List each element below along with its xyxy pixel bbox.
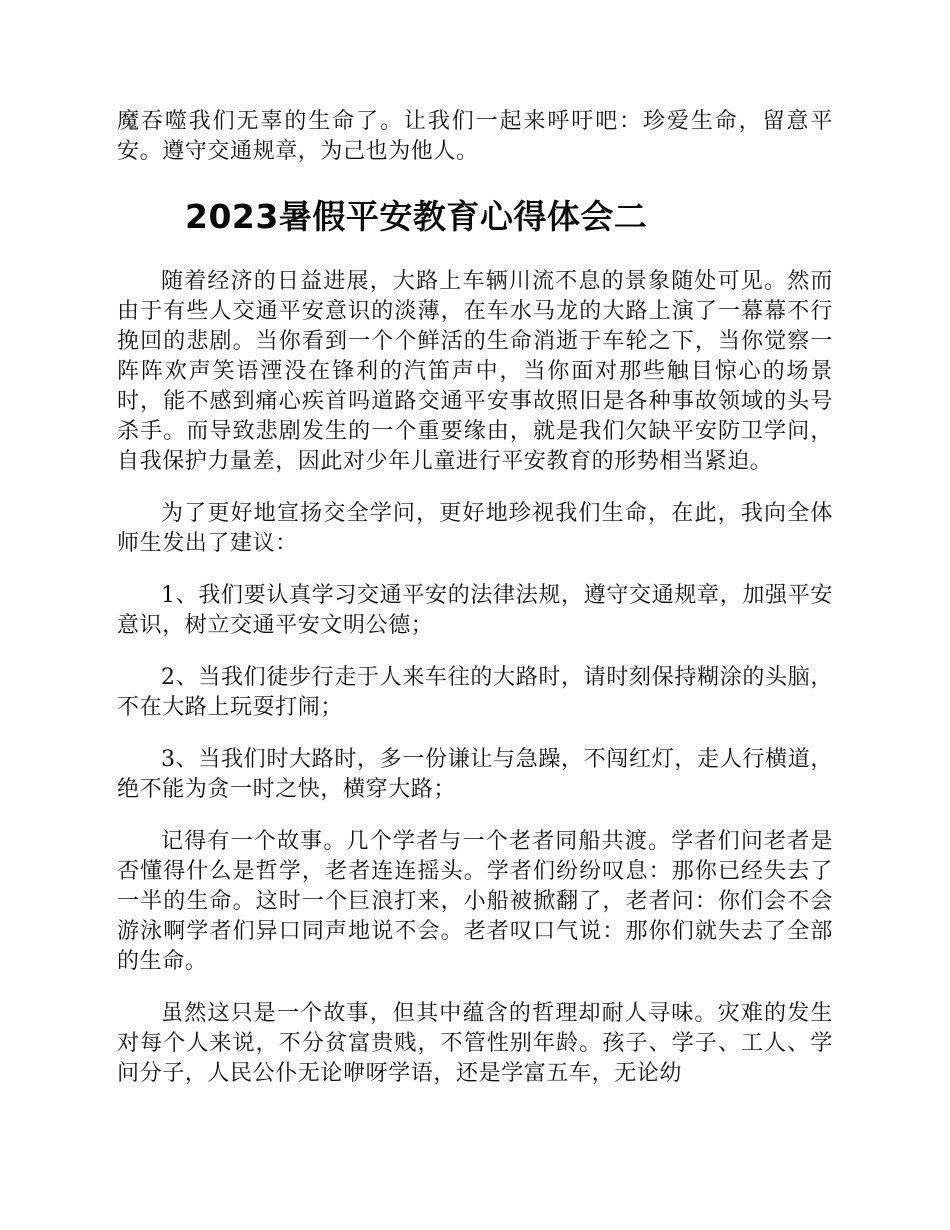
paragraph-continued: 魔吞噬我们无辜的生命了。让我们一起来呼吁吧：珍爱生命，留意平安。遵守交通规章，为己也为他人。 — [117, 109, 833, 164]
paragraph-point-3: 3、当我们时大路时，多一份谦让与急躁，不闯红灯，走人行横道，绝不能为贪一时之快，横穿大路； — [117, 747, 833, 802]
paragraph-point-1: 1、我们要认真学习交通平安的法律法规，遵守交通规章，加强平安意识，树立交通平安文明公德； — [117, 583, 833, 638]
paragraph-proposal: 为了更好地宣扬交全学问，更好地珍视我们生命，在此，我向全体师生发出了建议： — [117, 501, 833, 556]
paragraph-point-2: 2、当我们徒步行走于人来车往的大路时，请时刻保持糊涂的头脑，不在大路上玩耍打闹； — [117, 665, 833, 720]
document-page — [117, 107, 833, 1089]
section-title: 2023暑假平安教育心得体会二 — [185, 197, 648, 236]
paragraph-intro: 随着经济的日益进展，大路上车辆川流不息的景象随处可见。然而由于有些人交通平安意识的淡薄，在车水马龙的大路上演了一幕幕不行挽回的悲剧。当你看到一个个鲜活的生命消逝于车轮之下，当你觉察一阵阵欢声笑语湮没在锋利的汽笛声中，当你面对那些触目惊心的场景时，能不感到痛心疾首吗道路交通平安事故照旧是各种事故领域的头号杀手。而导致悲剧发生的一个重要缘由，就是我们欠缺平安防卫学问，自我保护力量差，因此对少年儿童进行平安教育的形势相当紧迫。 — [117, 269, 833, 474]
paragraph-reflection: 虽然这只是一个故事，但其中蕴含的哲理却耐人寻味。灾难的发生对每个人来说，不分贫富贵贱，不管性别年龄。孩子、学子、工人、学问分子，人民公仆无论咿呀学语，还是学富五车，无论幼 — [117, 1001, 833, 1086]
paragraph-story: 记得有一个故事。几个学者与一个老者同船共渡。学者们问老者是否懂得什么是哲学，老者连连摇头。学者们纷纷叹息：那你已经失去了一半的生命。这时一个巨浪打来，小船被掀翻了，老者问：你们会不会游泳啊学者们异口同声地说不会。老者叹口气说：那你们就失去了全部的生命。 — [117, 829, 833, 974]
